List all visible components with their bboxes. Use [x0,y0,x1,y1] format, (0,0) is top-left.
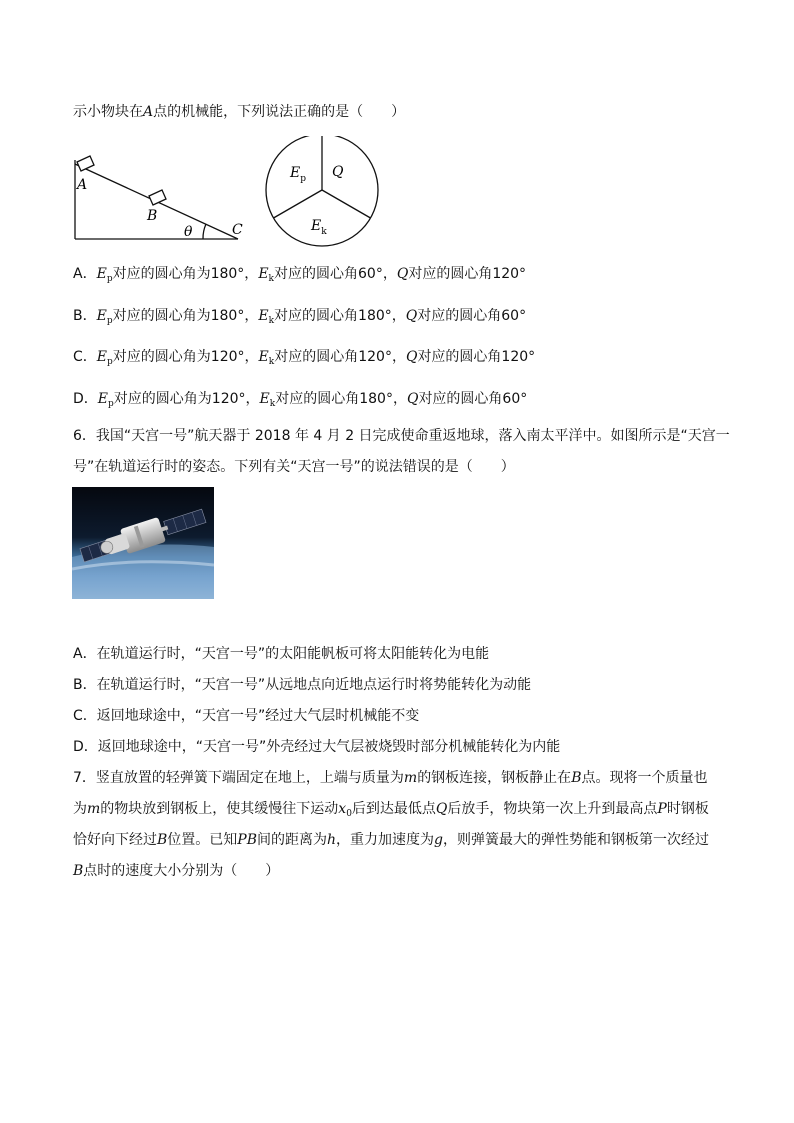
pie-divider-left [274,190,323,218]
q5-option-a[interactable]: A．$E_p$对应的圆心角为180°，$E_k$对应的圆心角60°，Q对应的圆心角120° [73,266,527,284]
label-a: A [77,177,88,193]
q6-option-b[interactable]: B．在轨道运行时，“天宫一号”从远地点向近地点运行时将势能转化为动能 [73,677,532,693]
question-7-stem-line3: 恰好向下经过B位置。已知PB间的距离为h，重力加速度为g，则弹簧最大的弹性势能和钢板第一次经过 [73,832,710,848]
pie-ek-label: $E_k$ [311,218,327,237]
pie-q-label: Q [332,164,344,180]
block-at-a [77,156,94,171]
question-7-stem-line4: B点时的速度大小分别为（ ） [73,863,280,879]
pie-ep-label: $E_p$ [290,165,306,184]
energy-pie-figure [262,136,382,250]
q6-option-c[interactable]: C．返回地球途中，“天宫一号”经过大气层时机械能不变 [73,708,420,724]
question-5-stem [73,102,405,122]
q5-option-c[interactable]: C．$E_p$对应的圆心角为120°，$E_k$对应的圆心角120°，Q对应的圆心角120° [73,349,536,367]
tiangong-satellite-photo [72,487,214,599]
block-at-b [149,190,166,205]
q5-point-a: A [143,104,154,120]
label-b: B [147,208,158,224]
q6-option-a[interactable]: A．在轨道运行时，“天宫一号”的太阳能帆板可将太阳能转化为电能 [73,646,490,662]
q6-option-d[interactable]: D．返回地球途中，“天宫一号”外壳经过大气层被烧毁时部分机械能转化为内能 [73,739,561,755]
incline-figure [70,150,250,245]
question-6-stem-line2: 号”在轨道运行时的姿态。下列有关“天宫一号”的说法错误的是（ ） [73,459,515,475]
angle-arc [203,224,206,239]
label-theta: θ [184,224,193,240]
question-6-stem-line1: 6．我国“天宫一号”航天器于 2018 年 4 月 2 日完成使命重返地球，落入南太平洋中。如图所示是“天宫一 [73,428,730,444]
pie-divider-right [322,190,371,218]
q5-text-pre: 示小物块在 [73,104,143,120]
q5-option-b[interactable]: B．$E_p$对应的圆心角为180°，$E_k$对应的圆心角180°，Q对应的圆心角60° [73,308,527,326]
question-7-stem-line1: 7．竖直放置的轻弹簧下端固定在地上，上端与质量为m的钢板连接，钢板静止在B点。现将一个质量也 [73,770,708,786]
q5-option-d[interactable]: D．$E_p$对应的圆心角为120°，$E_k$对应的圆心角180°，Q对应的圆心角60° [73,391,528,409]
q5-text-post: 点的机械能，下列说法正确的是（ ） [153,104,406,120]
label-c: C [232,222,243,238]
question-7-stem-line2: 为m的物块放到钢板上，使其缓慢往下运动$x_0$后到达最低点Q后放手，物块第一次上升到最高点P时钢板 [73,801,709,819]
